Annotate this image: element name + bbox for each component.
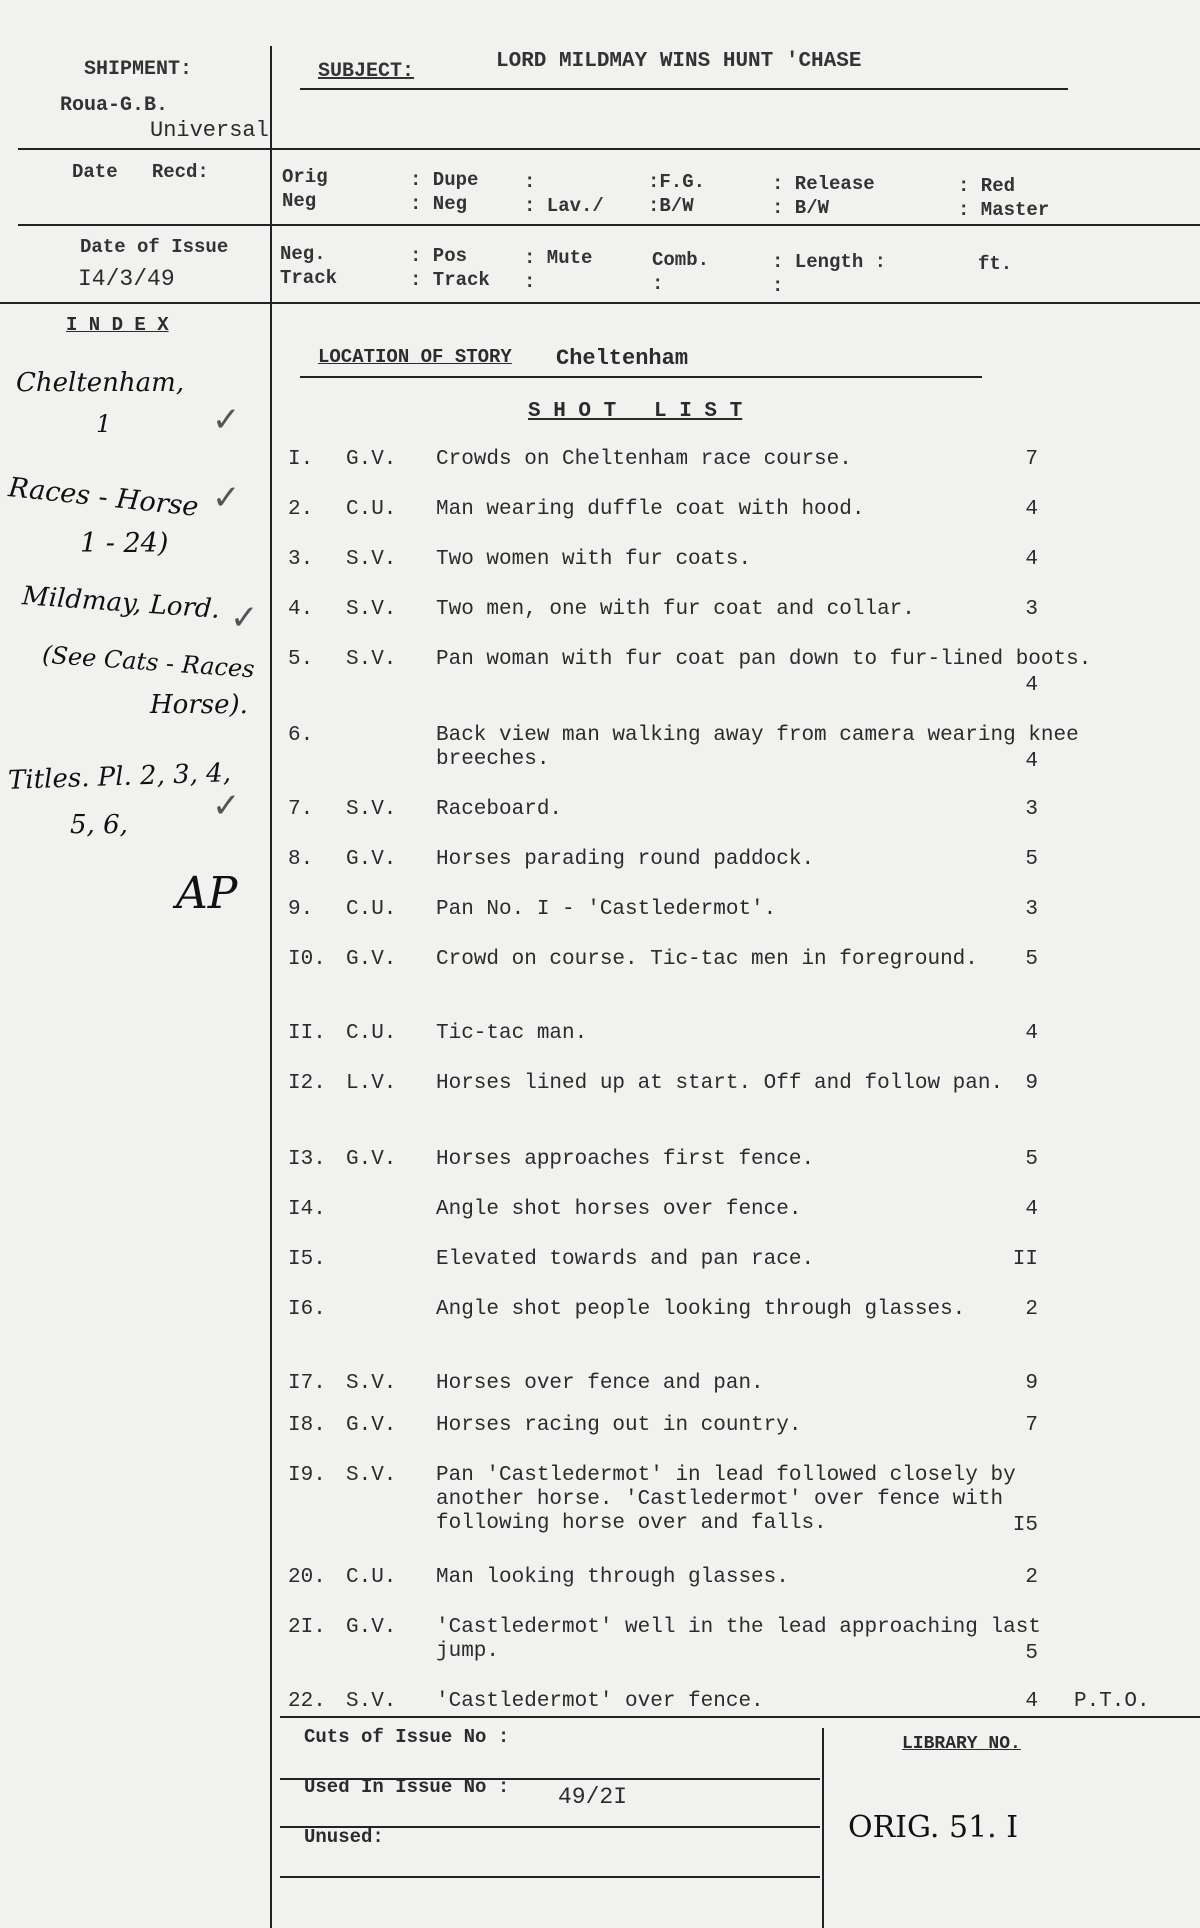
shot-type: G.V. (346, 848, 397, 871)
subject-underline (300, 88, 1068, 90)
red-master-label: : Red : Master (958, 175, 1050, 221)
location-value: Cheltenham (556, 346, 689, 371)
shot-length: 4 (1025, 1198, 1038, 1221)
location-label: LOCATION OF STORY (318, 346, 512, 368)
shot-number: 8. (288, 848, 314, 871)
shot-description: Man looking through glasses. (436, 1566, 789, 1589)
shot-type: S.V. (346, 648, 397, 671)
subject-value: LORD MILDMAY WINS HUNT 'CHASE (496, 50, 862, 73)
shot-description: Crowds on Cheltenham race course. (436, 448, 852, 471)
shot-number: I8. (288, 1414, 326, 1437)
library-no-label: LIBRARY NO. (902, 1734, 1021, 1754)
shipment-value-line2: Universal (150, 118, 269, 143)
index-note-mark: 1 (96, 410, 112, 438)
shot-number: I4. (288, 1198, 326, 1221)
shot-length: 2 (1025, 1566, 1038, 1589)
shot-length: 4 (1025, 498, 1038, 521)
header-rule-2 (18, 224, 1200, 226)
shot-type: S.V. (346, 598, 397, 621)
shot-length: 2 (1025, 1298, 1038, 1321)
shot-type: S.V. (346, 1690, 397, 1713)
shot-number: I3. (288, 1148, 326, 1171)
shot-description: Two men, one with fur coat and collar. (436, 598, 915, 621)
shot-length: 7 (1025, 448, 1038, 471)
shot-type: S.V. (346, 1464, 397, 1487)
dupe-neg-label: : Dupe : Neg (410, 169, 479, 215)
shot-length: 3 (1025, 598, 1038, 621)
shot-length: 4 (1025, 1022, 1038, 1045)
shot-number: I7. (288, 1372, 326, 1395)
shot-description: Horses lined up at start. Off and follow pan. (436, 1072, 1004, 1095)
check-mark-icon: ✓ (212, 786, 241, 826)
shot-number: 2I. (288, 1616, 326, 1639)
shot-type: S.V. (346, 798, 397, 821)
mute-label: : Mute : (524, 247, 593, 293)
shot-type: S.V. (346, 548, 397, 571)
index-title: I N D E X (66, 314, 169, 336)
shot-type: G.V. (346, 448, 397, 471)
used-in-issue-value: 49/2I (558, 1784, 628, 1810)
shot-length: 9 (1025, 1372, 1038, 1395)
comb-label: Comb. : (652, 249, 710, 295)
lav-label: : : Lav./ (524, 171, 604, 217)
shot-number: 4. (288, 598, 314, 621)
shot-number: I5. (288, 1248, 326, 1271)
shot-length: 4 (1025, 750, 1038, 773)
shot-description: 'Castledermot' over fence. (436, 1690, 764, 1713)
shot-type: C.U. (346, 1022, 397, 1045)
index-note-horse: Horse). (150, 690, 248, 720)
used-in-issue-label: Used In Issue No : (304, 1776, 510, 1798)
shot-number: I6. (288, 1298, 326, 1321)
check-mark-icon: ✓ (212, 478, 241, 518)
shot-number: 6. (288, 724, 314, 747)
shot-description: Angle shot people looking through glasses. (436, 1298, 966, 1321)
shot-list-title: S H O T L I S T (528, 400, 743, 423)
shipment-value-line1: Roua-G.B. (60, 94, 169, 117)
shot-description: Pan No. I - 'Castledermot'. (436, 898, 777, 921)
shot-length: II (1012, 1248, 1038, 1271)
shot-number: 22. (288, 1690, 326, 1713)
shot-length: 5 (1025, 948, 1038, 971)
shot-type: G.V. (346, 1148, 397, 1171)
release-bw-label: : Release : B/W (772, 173, 875, 219)
shipment-label: SHIPMENT: (84, 58, 193, 81)
shot-description: Horses parading round paddock. (436, 848, 815, 871)
shot-description: Pan woman with fur coat pan down to fur-lined boots. (436, 648, 1092, 671)
fg-bw-label: :F.G. :B/W (648, 171, 706, 217)
shot-length: 3 (1025, 898, 1038, 921)
index-note-range: 1 - 24) (80, 528, 169, 559)
shot-type: C.U. (346, 498, 397, 521)
unused-label: Unused: (304, 1826, 384, 1848)
footer-rule-top (280, 1716, 1200, 1718)
shot-number: II. (288, 1022, 326, 1045)
check-mark-icon: ✓ (212, 400, 241, 440)
shot-length: 5 (1025, 1642, 1038, 1665)
cuts-of-issue-label: Cuts of Issue No : (304, 1726, 510, 1748)
orig-neg-label: Orig Neg (282, 166, 328, 212)
shot-length: 5 (1025, 1148, 1038, 1171)
shot-description: Angle shot horses over fence. (436, 1198, 802, 1221)
shot-description: Man wearing duffle coat with hood. (436, 498, 865, 521)
length-label: : Length : : (772, 251, 887, 297)
shot-length: 3 (1025, 798, 1038, 821)
date-of-issue-label: Date of Issue (80, 236, 229, 258)
shot-description: Horses approaches first fence. (436, 1148, 815, 1171)
index-note-races: Races - Horse (6, 472, 200, 523)
shot-description: Elevated towards and pan race. (436, 1248, 815, 1271)
header-rule-3 (0, 302, 1200, 304)
index-note-cheltenham: Cheltenham, (16, 368, 185, 398)
shot-type: G.V. (346, 1616, 397, 1639)
ft-label: ft. (978, 253, 1013, 275)
shot-description: Pan 'Castledermot' in lead followed closely by another horse. 'Castledermot' over fence with following horse over and falls. (436, 1464, 1016, 1535)
shot-length: 7 (1025, 1414, 1038, 1437)
header-rule-1 (18, 148, 1200, 150)
shot-number: I9. (288, 1464, 326, 1487)
shot-number: 5. (288, 648, 314, 671)
shot-description: Back view man walking away from camera wearing knee breeches. (436, 724, 1079, 771)
shot-number: I0. (288, 948, 326, 971)
pto-note: P.T.O. (1074, 1690, 1150, 1713)
index-initials: AP (176, 868, 238, 919)
location-underline (300, 376, 982, 378)
shot-number: 2. (288, 498, 314, 521)
shot-description: Raceboard. (436, 798, 563, 821)
shot-length: 5 (1025, 848, 1038, 871)
shot-description: Horses over fence and pan. (436, 1372, 764, 1395)
shot-number: 9. (288, 898, 314, 921)
shot-length: 9 (1025, 1072, 1038, 1095)
shot-description: Crowd on course. Tic-tac men in foreground. (436, 948, 978, 971)
footer-rule-4 (280, 1876, 820, 1878)
library-no-value: ORIG. 51. I (848, 1810, 1019, 1845)
shot-number: 7. (288, 798, 314, 821)
index-note-mildmay: Mildmay, Lord. (21, 581, 221, 625)
shot-number: I. (288, 448, 314, 471)
pos-track-label: : Pos : Track (410, 245, 490, 291)
shot-description: 'Castledermot' well in the lead approaching last jump. (436, 1616, 1041, 1663)
shot-type: L.V. (346, 1072, 397, 1095)
shot-length: I5 (1012, 1514, 1038, 1537)
shot-type: C.U. (346, 1566, 397, 1589)
shot-type: G.V. (346, 1414, 397, 1437)
date-recd-label: Date Recd: (72, 161, 209, 183)
shot-length: 4 (1025, 674, 1038, 697)
shot-number: 3. (288, 548, 314, 571)
shot-description: Horses racing out in country. (436, 1414, 802, 1437)
shot-number: I2. (288, 1072, 326, 1095)
footer-divider (822, 1728, 824, 1928)
shot-length: 4 (1025, 1690, 1038, 1713)
shot-number: 20. (288, 1566, 326, 1589)
shot-length: 4 (1025, 548, 1038, 571)
index-note-titles-cont: 5, 6, (70, 810, 128, 840)
shot-description: Two women with fur coats. (436, 548, 752, 571)
shot-type: G.V. (346, 948, 397, 971)
index-note-see-cats: (See Cats - Races (41, 640, 256, 684)
neg-track-label: Neg. Track (280, 243, 338, 289)
check-mark-icon: ✓ (230, 598, 259, 638)
shot-type: C.U. (346, 898, 397, 921)
shot-description: Tic-tac man. (436, 1022, 588, 1045)
date-of-issue-value: I4/3/49 (78, 266, 175, 292)
index-column-divider (270, 46, 272, 1928)
index-note-titles: Titles. Pl. 2, 3, 4, (7, 758, 232, 796)
subject-label: SUBJECT: (318, 60, 415, 83)
shot-type: S.V. (346, 1372, 397, 1395)
